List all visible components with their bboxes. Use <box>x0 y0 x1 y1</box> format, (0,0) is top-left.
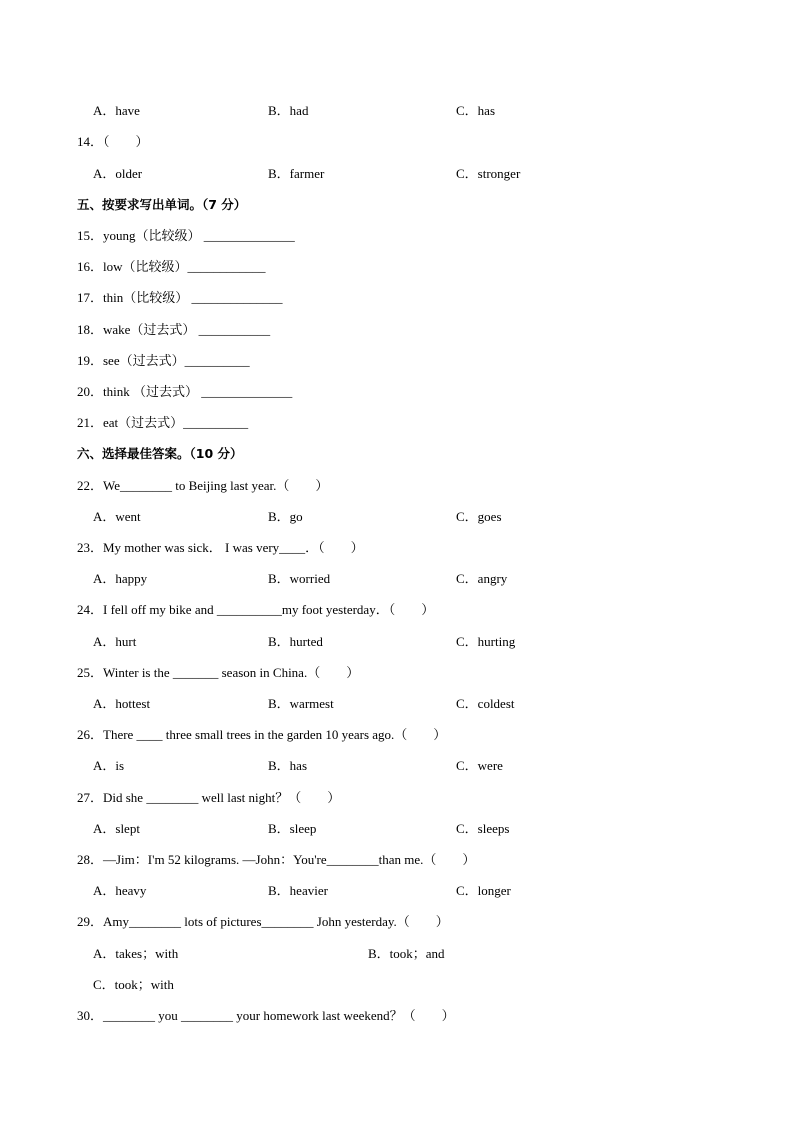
q24-option-a: A．hurt <box>93 634 137 649</box>
q23-option-c: C．angry <box>456 571 508 586</box>
q22-option-b: B．go <box>268 509 303 524</box>
q13-option-c: C．has <box>456 103 496 118</box>
question-20: 20．think （过去式） ______________ <box>77 384 293 399</box>
question-19: 19．see（过去式）__________ <box>77 353 250 368</box>
q28-option-b: B．heavier <box>268 883 328 898</box>
q24-option-c: C．hurting <box>456 634 516 649</box>
q22-option-a: A．went <box>93 509 141 524</box>
q26-option-b: B．has <box>268 758 308 773</box>
question-15: 15．young（比较级） ______________ <box>77 228 295 243</box>
q24-option-b: B．hurted <box>268 634 323 649</box>
q29-option-b: B．took；and <box>368 946 445 961</box>
q29-option-c: C．took；with <box>93 977 174 992</box>
question-24: 24．I fell off my bike and __________my foot yesterday．（ ） <box>77 602 435 617</box>
q23-option-a: A．happy <box>93 571 148 586</box>
section-5-heading: 五、按要求写出单词。（7 分） <box>77 197 247 212</box>
question-18: 18．wake（过去式） ___________ <box>77 322 271 337</box>
question-16: 16．low（比较级）____________ <box>77 259 266 274</box>
q25-option-a: A．hottest <box>93 696 151 711</box>
q22-option-c: C．goes <box>456 509 502 524</box>
question-26: 26．There ____ three small trees in the garden 10 years ago.（ ） <box>77 727 447 742</box>
question-25: 25．Winter is the _______ season in China.（ ） <box>77 665 360 680</box>
q26-option-c: C．were <box>456 758 503 773</box>
q29-option-a: A．takes；with <box>93 946 179 961</box>
question-22: 22．We________ to Beijing last year.（ ） <box>77 478 329 493</box>
question-17: 17．thin（比较级） ______________ <box>77 290 283 305</box>
q27-option-b: B．sleep <box>268 821 317 836</box>
question-27: 27．Did she ________ well last night？（ ） <box>77 790 341 805</box>
q28-option-c: C．longer <box>456 883 511 898</box>
q23-option-b: B．worried <box>268 571 331 586</box>
question-30: 30．________ you ________ your homework last weekend？（ ） <box>77 1008 455 1023</box>
q25-option-b: B．warmest <box>268 696 334 711</box>
q14-option-c: C．stronger <box>456 166 521 181</box>
q27-option-c: C．sleeps <box>456 821 510 836</box>
q25-option-c: C．coldest <box>456 696 515 711</box>
question-28: 28．—Jim：I'm 52 kilograms. —John：You're________than me.（ ） <box>77 852 476 867</box>
q26-option-a: A．is <box>93 758 125 773</box>
q28-option-a: A．heavy <box>93 883 147 898</box>
q13-option-b: B．had <box>268 103 309 118</box>
question-14: 14．（ ） <box>77 134 149 149</box>
section-6-heading: 六、选择最佳答案。（10 分） <box>77 446 243 461</box>
question-23: 23．My mother was sick． I was very____．（ ） <box>77 540 364 555</box>
q13-option-a: A．have <box>93 103 140 118</box>
q27-option-a: A．slept <box>93 821 140 836</box>
question-21: 21．eat（过去式）__________ <box>77 415 249 430</box>
q14-option-a: A．older <box>93 166 143 181</box>
question-29: 29．Amy________ lots of pictures________ John yesterday.（ ） <box>77 914 449 929</box>
q14-option-b: B．farmer <box>268 166 325 181</box>
